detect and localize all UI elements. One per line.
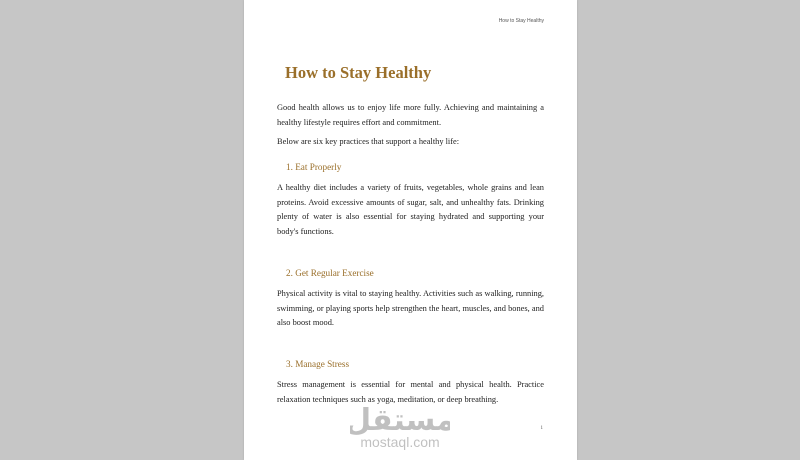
running-header: How to Stay Healthy [498,18,544,24]
section-heading-eat-properly: 1. Eat Properly [286,162,342,172]
section-heading-stress: 3. Manage Stress [286,359,350,369]
watermark-arabic-logo-icon [350,396,450,436]
section-body-exercise: Physical activity is vital to staying healthy. Activities such as walking, running, swimming, or playing sports help strengthen the heart, muscles, and bones, and also boost mood. [277,289,544,327]
mostaql-watermark-logo [350,396,450,452]
intro-paragraph: Good health allows us to enjoy life more fully. Achieving and maintaining a healthy lifestyle requires effort and commitment. [277,103,544,127]
document-page [244,0,577,460]
section-body-stress: Stress management is essential for mental and physical health. Practice relaxation techniques such as yoga, meditation, or deep breathing. [277,380,544,404]
page-number: 1 [540,426,543,431]
section-body-eat-properly: A healthy diet includes a variety of fruits, vegetables, whole grains and lean proteins. Avoid excessive amounts of sugar, salt, and unhealthy fats. Drinking plenty of water is also essential for staying hydrated and supporting your body's functions. [277,183,544,236]
lead-in-paragraph: Below are six key practices that support a healthy life: [277,137,460,146]
section-heading-exercise: 2. Get Regular Exercise [286,268,374,278]
document-title: How to Stay Healthy [285,63,432,82]
svg-text:مستقل: مستقل [350,403,450,436]
watermark-latin-text: mostaql.com [360,434,440,450]
